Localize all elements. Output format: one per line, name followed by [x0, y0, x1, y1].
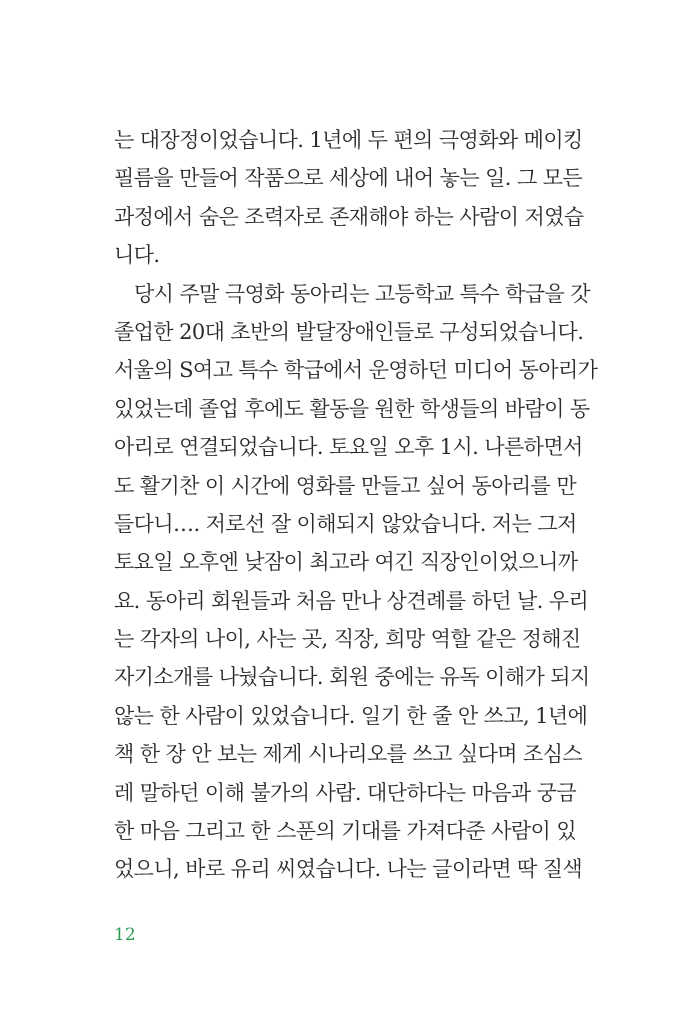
text-line: 한 마음 그리고 한 스푼의 기대를 가져다준 사람이 있 [114, 819, 577, 844]
text-line: 필름을 만들어 작품으로 세상에 내어 놓는 일. 그 모든 [114, 166, 583, 191]
text-line: 는 각자의 나이, 사는 곳, 직장, 희망 역할 같은 정해진 [114, 627, 581, 652]
text-line: 자기소개를 나눴습니다. 회원 중에는 유독 이해가 되지 [114, 665, 590, 690]
text-line: 요. 동아리 회원들과 처음 만나 상견례를 하던 날. 우리 [114, 588, 589, 613]
text-line: 는 대장정이었습니다. 1년에 두 편의 극영화와 메이킹 [114, 128, 583, 152]
text-line: 책 한 장 안 보는 제게 시나리오를 쓰고 싶다며 조심스 [114, 742, 583, 767]
text-line: 않는 한 사람이 있었습니다. 일기 한 줄 안 쓰고, 1년에 [114, 703, 588, 728]
text-line: 들다니…. 저로선 잘 이해되지 않았습니다. 저는 그저 [114, 511, 577, 536]
page-number: 12 [114, 925, 136, 945]
body-text [114, 121, 598, 889]
text-line: 레 말하던 이해 불가의 사람. 대단하다는 마음과 궁금 [114, 780, 577, 805]
text-line: 있었는데 졸업 후에도 활동을 원한 학생들의 바람이 동 [114, 396, 590, 421]
text-line: 아리로 연결되었습니다. 토요일 오후 1시. 나른하면서 [114, 435, 583, 460]
text-line: 었으니, 바로 유리 씨였습니다. 나는 글이라면 딱 질색 [114, 857, 583, 882]
text-line: 도 활기찬 이 시간에 영화를 만들고 싶어 동아리를 만 [114, 473, 577, 498]
text-line-paragraph-start: 당시 주말 극영화 동아리는 고등학교 특수 학급을 갓 [134, 281, 590, 306]
text-line: 과정에서 숨은 조력자로 존재해야 하는 사람이 저였습 [114, 204, 584, 229]
text-line: 니다. [114, 243, 160, 268]
text-line: 토요일 오후엔 낮잠이 최고라 여긴 직장인이었으니까 [114, 550, 578, 575]
text-line: 서울의 S여고 특수 학급에서 운영하던 미디어 동아리가 [114, 358, 598, 383]
text-line: 졸업한 20대 초반의 발달장애인들로 구성되었습니다. [114, 319, 584, 344]
